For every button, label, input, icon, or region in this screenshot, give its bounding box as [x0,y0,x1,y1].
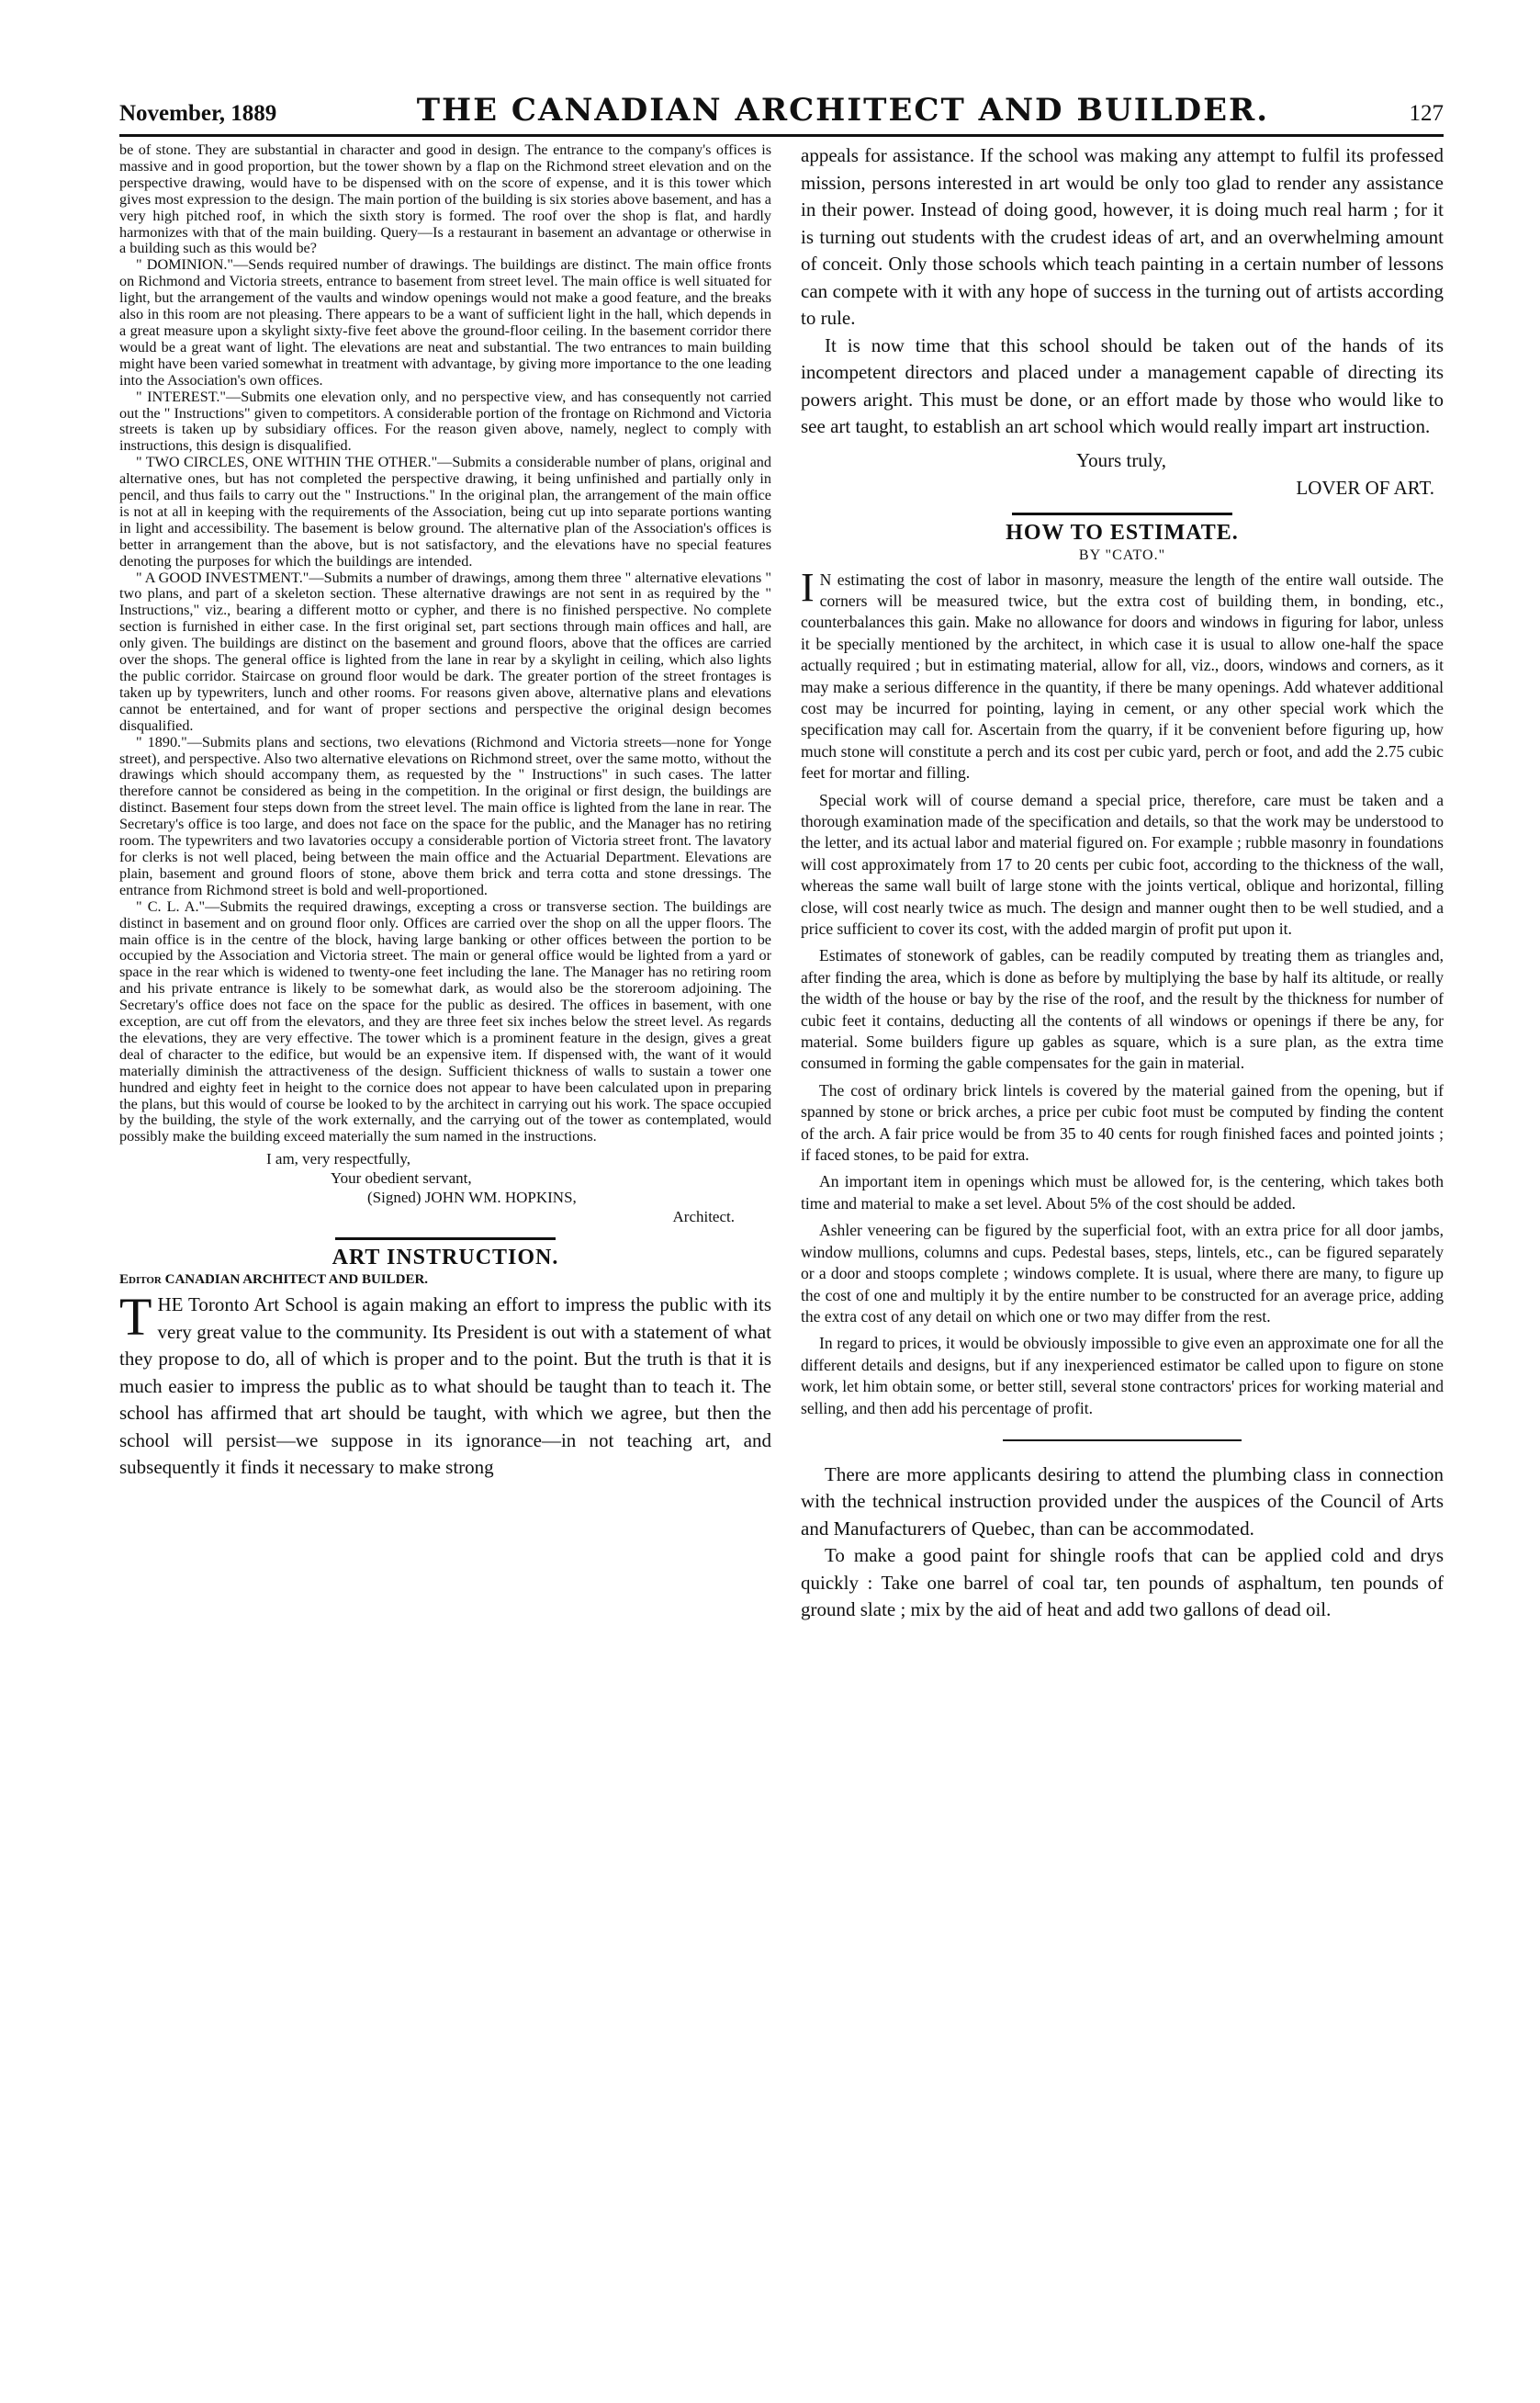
page-number: 127 [1409,101,1444,126]
art-paragraph [119,1287,771,1482]
art-instruction-continued [801,142,1444,441]
art-paragraph-continued: It is now time that this school should be taken out of the hands of its incompetent directors and placed under a management capable of directing its powers aright. This must be done, or an effort made by those who would like to see art taught, to establish an art school which would really impart art instruction. [801,333,1444,437]
art-paragraph-continued: appeals for assistance. If the school was making any attempt to fulfil its professed mission, persons interested in art would be only too glad to render any assistance in their power. Instead of doing good, however, it is doing much real harm ; for it is turning out students with the crudest ideas of art, and an overwhelming amount of conceit. Only those schools which teach painting in a certain number of lessons can compete with it with any hope of success in the turning out of artists according to rule. [801,144,1444,329]
estimate-paragraph: The cost of ordinary brick lintels is covered by the material gained from the opening, but if spanned by stone or brick arches, a price per cubic foot must be computed by finding the content of the arch. A fair price would be from 35 to 40 cents for rough finished faces and pointed joints ; if faced stones, to be paid for extra. [801,1080,1444,1165]
signoff-title: Architect. [672,1208,735,1226]
estimate-paragraph [801,564,1444,784]
section-rule [335,1237,556,1240]
report-paragraph-cla: " C. L. A."—Submits the required drawings, excepting a cross or transverse section. The buildings are distinct in basement and on ground floor only. Offices are carried over the shop on all the upper floors. The main office is in the centre of the block, having large banking or other offices between the portion to be occupied by the Association and Victoria street. The main or general office would be lighted from a yard or space in the rear which is widened to twenty-one feet including the lane. The Manager has no retiring room and his private entrance is likely to be somewhat dark, as would also be the storeroom adjoining. The Secretary's office does not face on the space for the public as desired. The offices in basement, with one exception, are cut off from the elevators, and they are three feet six inches below the street level. As regards the elevations, they are very effective. The tower which is a prominent feature in the design, gives a great deal of character to the edifice, but would be an expensive item. If dispensed with, the want of it would materially diminish the attractiveness of the design. Sufficient thickness of walls to sustain a tower one hundred and eighty feet in height to the cornice does not appear to have been calculated upon in preparing the plans, but this would of course be looked to by the architect in carrying out his work. The space occupied by the building, the style of the work externally, and the carrying out of the tower as contemplated, would possibly make the building exceed materially the sum named in the instructions. [119,897,771,1145]
signoff-line: I am, very respectfully, [266,1150,411,1168]
how-to-estimate-heading: HOW TO ESTIMATE. [1006,520,1239,545]
estimate-paragraph: In regard to prices, it would be obviously impossible to give even an approximate one for all the different details and designs, but if any inexperienced estimator be called upon to figure on stone work, let him obtain some, or better still, several stone contractors' prices for working material and selling, and then add his percentage of profit. [801,1334,1444,1417]
signoff-signature: (Signed) JOHN WM. HOPKINS, [367,1189,577,1207]
note-paragraph: To make a good paint for shingle roofs that can be applied cold and drys quickly : Take one barrel of coal tar, ten pounds of asphaltum, ten pounds of ground slate ; mix by the aid of heat and add two gallons of dead oil. [801,1544,1444,1621]
editor-line: Editor CANADIAN ARCHITECT AND BUILDER. [119,1272,429,1288]
report-paragraph: be of stone. They are substantial in character and good in design. The entrance to the company's offices is massive and in good proportion, but the tower shown by a flap on the Richmond street elevation and on the perspective drawing, would have to be dispensed with on the score of expense, and it is this tower which gives most expression to the design. The main portion of the building is six stories above basement, and has a very high pitched roof, in which the sixth story is formed. The roof over the shop is flat, and hardly harmonizes with that of the main building. Query—Is a restaurant in basement an advantage or otherwise in a building such as this would be? [119,141,771,257]
estimate-paragraph: Special work will of course demand a special price, therefore, care must be taken and a thorough examination made of the specification and details, so that the work may be understood to the letter, and its actual labor and material figured on. For example ; rubble masonry in foundations will cost approximately from 17 to 20 cents per cubic foot, according to the thickness of the wall, whereas the same wall built of large stone with the joints vertical, oblique and horizontal, filling close, will cost nearly twice as much. The design and manner ought then to be well studied, and a price sufficient to cover its cost, with the added margin of profit put upon it. [801,790,1444,938]
art-instruction-body [119,1287,771,1482]
letter-closing [801,446,1444,502]
drop-cap: I [801,564,815,610]
note-paragraph: There are more applicants desiring to attend the plumbing class in connection with the technical instruction provided under the auspices of the Council of Arts and Manufacturers of Quebec, than can be accommodated. [801,1462,1444,1540]
report-paragraph-dominion: " DOMINION."—Sends required number of drawings. The buildings are distinct. The main office fronts on Richmond and Victoria streets, entrance to basement from street level. The main office is well situated for light, but the arrangement of the vaults and window openings would not make a good feature, and the breaks also in this room are not pleasing. There appears to be a want of sufficient light in the hall, which depends in a great measure upon a skylight sixty-five feet above the ground-floor ceiling. In the basement corridor there would be a great want of light. The elevations are neat and substantial. The two entrances to main building might have been varied somewhat in treatment with advantage, by giving more importance to the one leading into the Association's own offices. [119,256,771,389]
byline: BY "CATO." [1078,547,1166,563]
right-column [801,142,1444,1624]
section-rule [1003,1439,1242,1441]
art-paragraph-text: HE Toronto Art School is again making an effort to impress the public with its very great value to the community. Its President is out with a statement of what they propose to do, all of which is proper and to the point. But the truth is that it is much easier to impress the public as to what should be taught than to teach it. The school has affirmed that art should be taught, with which we agree, but then the school will persist—we suppose in its ignorance—in not teaching art, and subsequently it finds it necessary to make strong [119,1293,771,1479]
report-paragraph-1890: " 1890."—Submits plans and sections, two elevations (Richmond and Victoria streets—none for Yonge street), and perspective. Also two alternative elevations on Richmond street, over the same motto, without the drawings which should accompany them, as requested by the " Instructions" in such cases. The latter therefore cannot be considered as being in the competition. In the original or first design, the buildings are distinct. Basement four steps down from the street level. The main office is lighted from the lane in rear. The Secretary's office is too large, and does not face on the space for the public, and the Manager has no retiring room. The typewriters and two lavatories occupy a considerable portion of Victoria street front. The lavatory for clerks is not well placed, being between the main office and the Actuarial Department. Elevations are plain, basement and ground floors of stone, above them brick and terra cotta and stone dressings. The entrance from Richmond street is bold and well-proportioned. [119,733,771,898]
drop-cap: T [119,1287,152,1348]
closing-signature: LOVER OF ART. [1296,476,1434,499]
competition-report [119,142,771,1145]
estimate-paragraph-text: N estimating the cost of labor in masonry, measure the length of the entire wall outside. The corners will be measured twice, but the extra cost of building them, in bonding, etc., counterbalances this gain. Make no allowance for doors and windows in figuring for labor, unless it be specially mentioned by the architect, in which case it is usual to allow one-half the space actually required ; but in estimating material, allow for all, viz., doors, windows and corners, as it may make a serious difference in the quantity, if there be many openings. Add whatever additional cost may be incurred for pointing, laying in cement, or any other special work which the specification may call for. Ascertain from the quarry, if it be convenient before figuring up, how much stone will constitute a perch and its cost per cubic yard, perch or foot, and add the 2.75 cubic feet for mortar and filling. [801,570,1444,783]
masthead [119,92,1444,137]
report-paragraph-two-circles: " TWO CIRCLES, ONE WITHIN THE OTHER."—Submits a considerable number of plans, original and alternative ones, but has not completed the perspective drawing, it being unfinished and partially only in pencil, and thus fails to carry out the " Instructions." In the original plan, the arrangement of the main office is not at all in keeping with the requirements of the Association, being cut up into separate portions wanting in light and accessibility. The basement is below ground. The alternative plan of the Association's offices is better in arrangement than the above, but is not satisfactory, and the elevations have no special features denoting the purposes for which the buildings are intended. [119,454,771,570]
report-paragraph-interest: " INTEREST."—Submits one elevation only, and no perspective view, and has consequently not carried out the " Instructions" given to competitors. A considerable portion of the frontage on Richmond and Victoria streets is taken up by subsidiary offices. For the reason given above, namely, neglect to comply with instructions, this design is disqualified. [119,388,771,455]
section-rule [1012,513,1232,515]
estimate-paragraph: Ashler veneering can be figured by the superficial foot, with an extra price for all door jambs, window mullions, columns and cups. Pedestal bases, steps, lintels, etc., can be figured separately or a door and stoops complete ; windows complete. It is usual, where there are many, to figure up the cost of one and multiply it by the entire number to be constructed for an average price, adding the extra cost of any detail on which one or two may differ from the rest. [801,1221,1444,1326]
signoff-line: Your obedient servant, [331,1169,472,1188]
left-column [119,142,771,1624]
columns [119,142,1444,1624]
estimate-paragraph: Estimates of stonework of gables, can be readily computed by treating them as triangles and, after finding the area, which is done as before by multiplying the base by half its altitude, or really the width of the house or bay by the rise of the roof, and the result by the thickness for number of cubic feet it contains, deducting all the contents of all windows or openings if there be any, for material. Some builders figure up gables as square, which is a sure plan, as the extra time consumed in forming the gable compensates for the gain in material. [801,946,1444,1073]
report-signoff [119,1149,771,1226]
closing-salutation: Yours truly, [1076,448,1167,471]
issue-date: November, 1889 [119,101,277,126]
report-paragraph-good-investment: " A GOOD INVESTMENT."—Submits a number of drawings, among them three " alternative elevations " two plans, and part of a skeleton section. These alternative drawings are not sent in as required by the " Instructions," viz., bearing a different motto or cypher, and there is no finished perspective. No complete section is furnished in either case. In the first original set, part sections through main offices and hall, are only given. The buildings are distinct on the basement and ground floors, above that the offices are carried over the shops. The general office is lighted from the lane in rear by a skylight in ceiling, which also lights the public corridor. Staircase on ground floor would be dark. The greater portion of the street frontages is taken up by typewriters, lunch and other rooms. For reasons given above, alternative plans and elevations cannot be entertained, and for want of proper sections and perspective the original design becomes disqualified. [119,569,771,734]
art-instruction-heading: ART INSTRUCTION. [332,1246,559,1270]
publication-title: THE CANADIAN ARCHITECT AND BUILDER. [416,92,1270,129]
how-to-estimate-body [801,564,1444,1419]
estimate-paragraph: An important item in openings which must be allowed for, is the centering, which takes both time and material to make a set level. About 5% of the cost should be added. [801,1172,1444,1213]
news-notes [801,1461,1444,1624]
